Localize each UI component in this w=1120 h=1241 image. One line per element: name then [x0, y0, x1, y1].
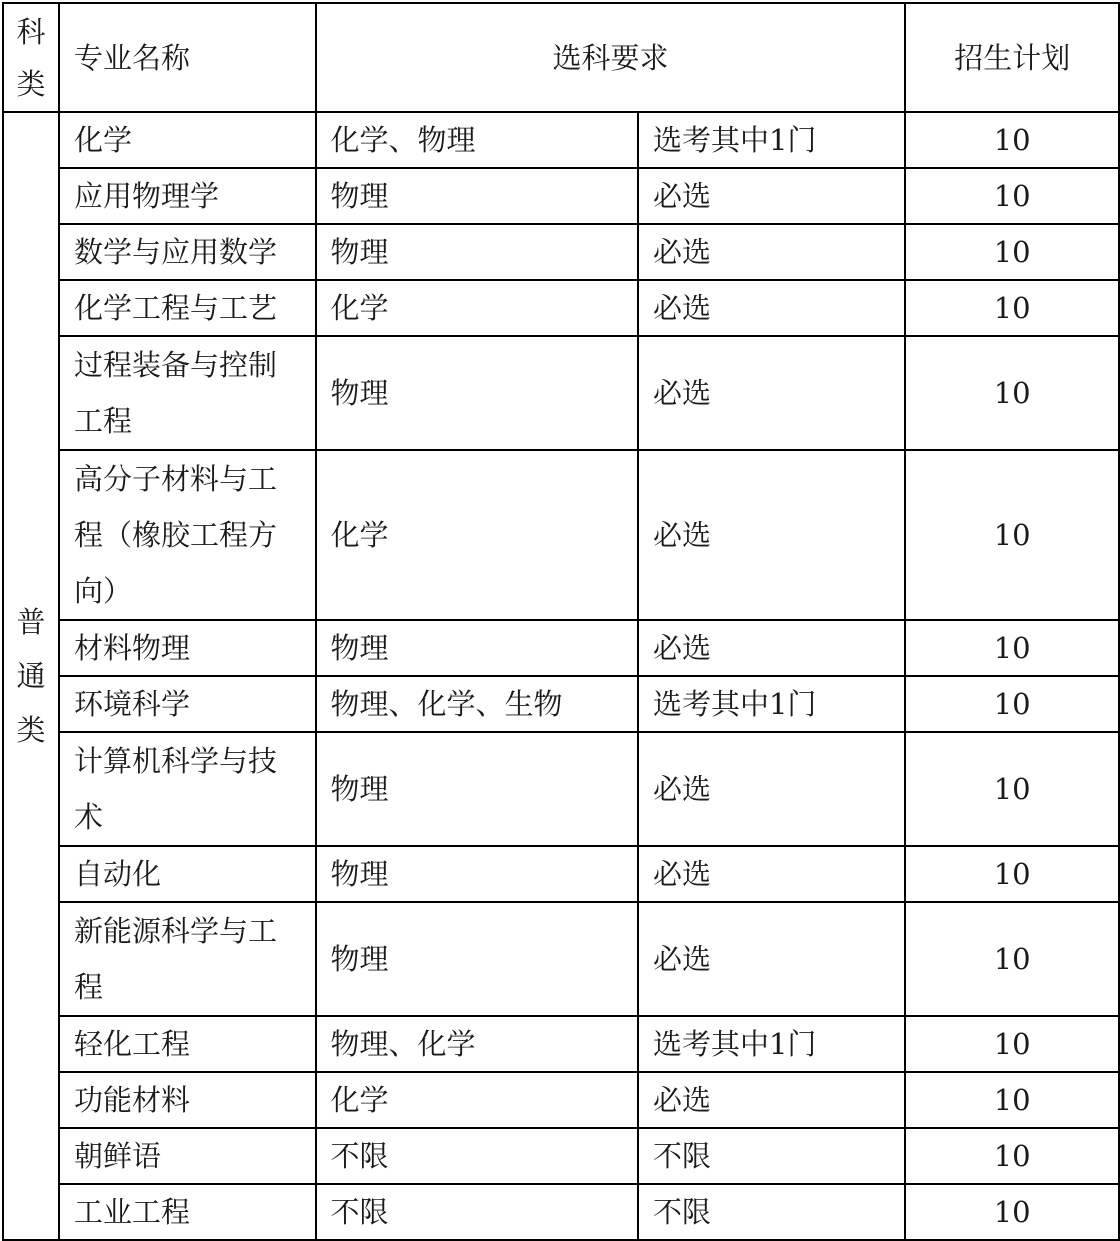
admission-plan-table-wrapper: [2, 2, 1120, 1241]
requirement-cell: 必选: [638, 224, 905, 280]
plan-cell: 10: [905, 902, 1119, 1016]
subjects-cell: 物理: [316, 902, 638, 1016]
major-name-cell: 工业工程: [59, 1184, 316, 1240]
header-row: [3, 3, 1119, 112]
table-row: [3, 1072, 1119, 1128]
category-cell: [3, 112, 59, 1240]
plan-cell: 10: [905, 168, 1119, 224]
requirement-cell: 必选: [638, 846, 905, 902]
plan-cell: 10: [905, 336, 1119, 450]
requirement-cell: 必选: [638, 620, 905, 676]
requirement-cell: 必选: [638, 732, 905, 846]
table-row: [3, 450, 1119, 620]
major-name-cell: 环境科学: [59, 676, 316, 732]
plan-cell: 10: [905, 1184, 1119, 1240]
table-row: [3, 280, 1119, 336]
header-category: 科类: [16, 14, 46, 101]
table-row: [3, 336, 1119, 450]
subjects-cell: 物理: [316, 168, 638, 224]
plan-cell: 10: [905, 732, 1119, 846]
major-name-line: 向）: [73, 574, 132, 608]
major-name-cell: 朝鲜语: [59, 1128, 316, 1184]
requirement-cell: 不限: [638, 1128, 905, 1184]
requirement-cell: 必选: [638, 902, 905, 1016]
major-name-cell: [59, 450, 316, 620]
category-label: 普通类: [16, 605, 46, 747]
major-name-cell: 材料物理: [59, 620, 316, 676]
plan-cell: 10: [905, 846, 1119, 902]
table-row: [3, 1016, 1119, 1072]
major-name-cell: 轻化工程: [59, 1016, 316, 1072]
subjects-cell: 化学: [316, 280, 638, 336]
subjects-cell: 物理、化学: [316, 1016, 638, 1072]
table-row: [3, 168, 1119, 224]
major-name-cell: 化学工程与工艺: [59, 280, 316, 336]
requirement-cell: 必选: [638, 168, 905, 224]
requirement-cell: 不限: [638, 1184, 905, 1240]
requirement-cell: 选考其中1门: [638, 676, 905, 732]
major-name-cell: 功能材料: [59, 1072, 316, 1128]
table-row: [3, 224, 1119, 280]
subjects-cell: 物理: [316, 846, 638, 902]
subjects-cell: 化学: [316, 450, 638, 620]
table-body: [3, 3, 1119, 1240]
header-major: 专业名称: [59, 3, 316, 112]
subjects-cell: 物理: [316, 224, 638, 280]
subjects-cell: 化学: [316, 1072, 638, 1128]
table-row: [3, 902, 1119, 1016]
admission-plan-table: [2, 2, 1120, 1241]
table-row: [3, 846, 1119, 902]
subjects-cell: 不限: [316, 1128, 638, 1184]
major-name-cell: 应用物理学: [59, 168, 316, 224]
plan-cell: 10: [905, 224, 1119, 280]
major-name-line: 程: [73, 970, 103, 1004]
requirement-cell: 必选: [638, 1072, 905, 1128]
major-name-line: 过程装备与控制: [73, 348, 277, 382]
major-name-line: 程（橡胶工程方: [73, 518, 277, 552]
plan-cell: 10: [905, 1016, 1119, 1072]
table-row: [3, 620, 1119, 676]
table-row: [3, 1184, 1119, 1240]
major-name-line: 术: [73, 800, 103, 834]
major-name-cell: 自动化: [59, 846, 316, 902]
table-row: [3, 1128, 1119, 1184]
plan-cell: 10: [905, 450, 1119, 620]
subjects-cell: 物理: [316, 336, 638, 450]
subjects-cell: 化学、物理: [316, 112, 638, 168]
table-row: [3, 732, 1119, 846]
table-row: [3, 112, 1119, 168]
header-plan: 招生计划: [905, 3, 1119, 112]
requirement-cell: 必选: [638, 450, 905, 620]
major-name-cell: [59, 336, 316, 450]
major-name-line: 计算机科学与技: [73, 744, 277, 778]
major-name-line: 高分子材料与工: [73, 462, 277, 496]
requirement-cell: 必选: [638, 336, 905, 450]
plan-cell: 10: [905, 112, 1119, 168]
requirement-cell: 必选: [638, 280, 905, 336]
subjects-cell: 不限: [316, 1184, 638, 1240]
requirement-cell: 选考其中1门: [638, 1016, 905, 1072]
major-name-line: 工程: [73, 404, 132, 438]
header-category-cell: [3, 3, 59, 112]
plan-cell: 10: [905, 1128, 1119, 1184]
plan-cell: 10: [905, 280, 1119, 336]
major-name-cell: [59, 902, 316, 1016]
major-name-cell: 化学: [59, 112, 316, 168]
requirement-cell: 选考其中1门: [638, 112, 905, 168]
subjects-cell: 物理、化学、生物: [316, 676, 638, 732]
plan-cell: 10: [905, 676, 1119, 732]
plan-cell: 10: [905, 620, 1119, 676]
subjects-cell: 物理: [316, 620, 638, 676]
header-subject-requirement: 选科要求: [316, 3, 906, 112]
subjects-cell: 物理: [316, 732, 638, 846]
table-row: [3, 676, 1119, 732]
major-name-cell: 数学与应用数学: [59, 224, 316, 280]
major-name-cell: [59, 732, 316, 846]
plan-cell: 10: [905, 1072, 1119, 1128]
major-name-line: 新能源科学与工: [73, 914, 277, 948]
